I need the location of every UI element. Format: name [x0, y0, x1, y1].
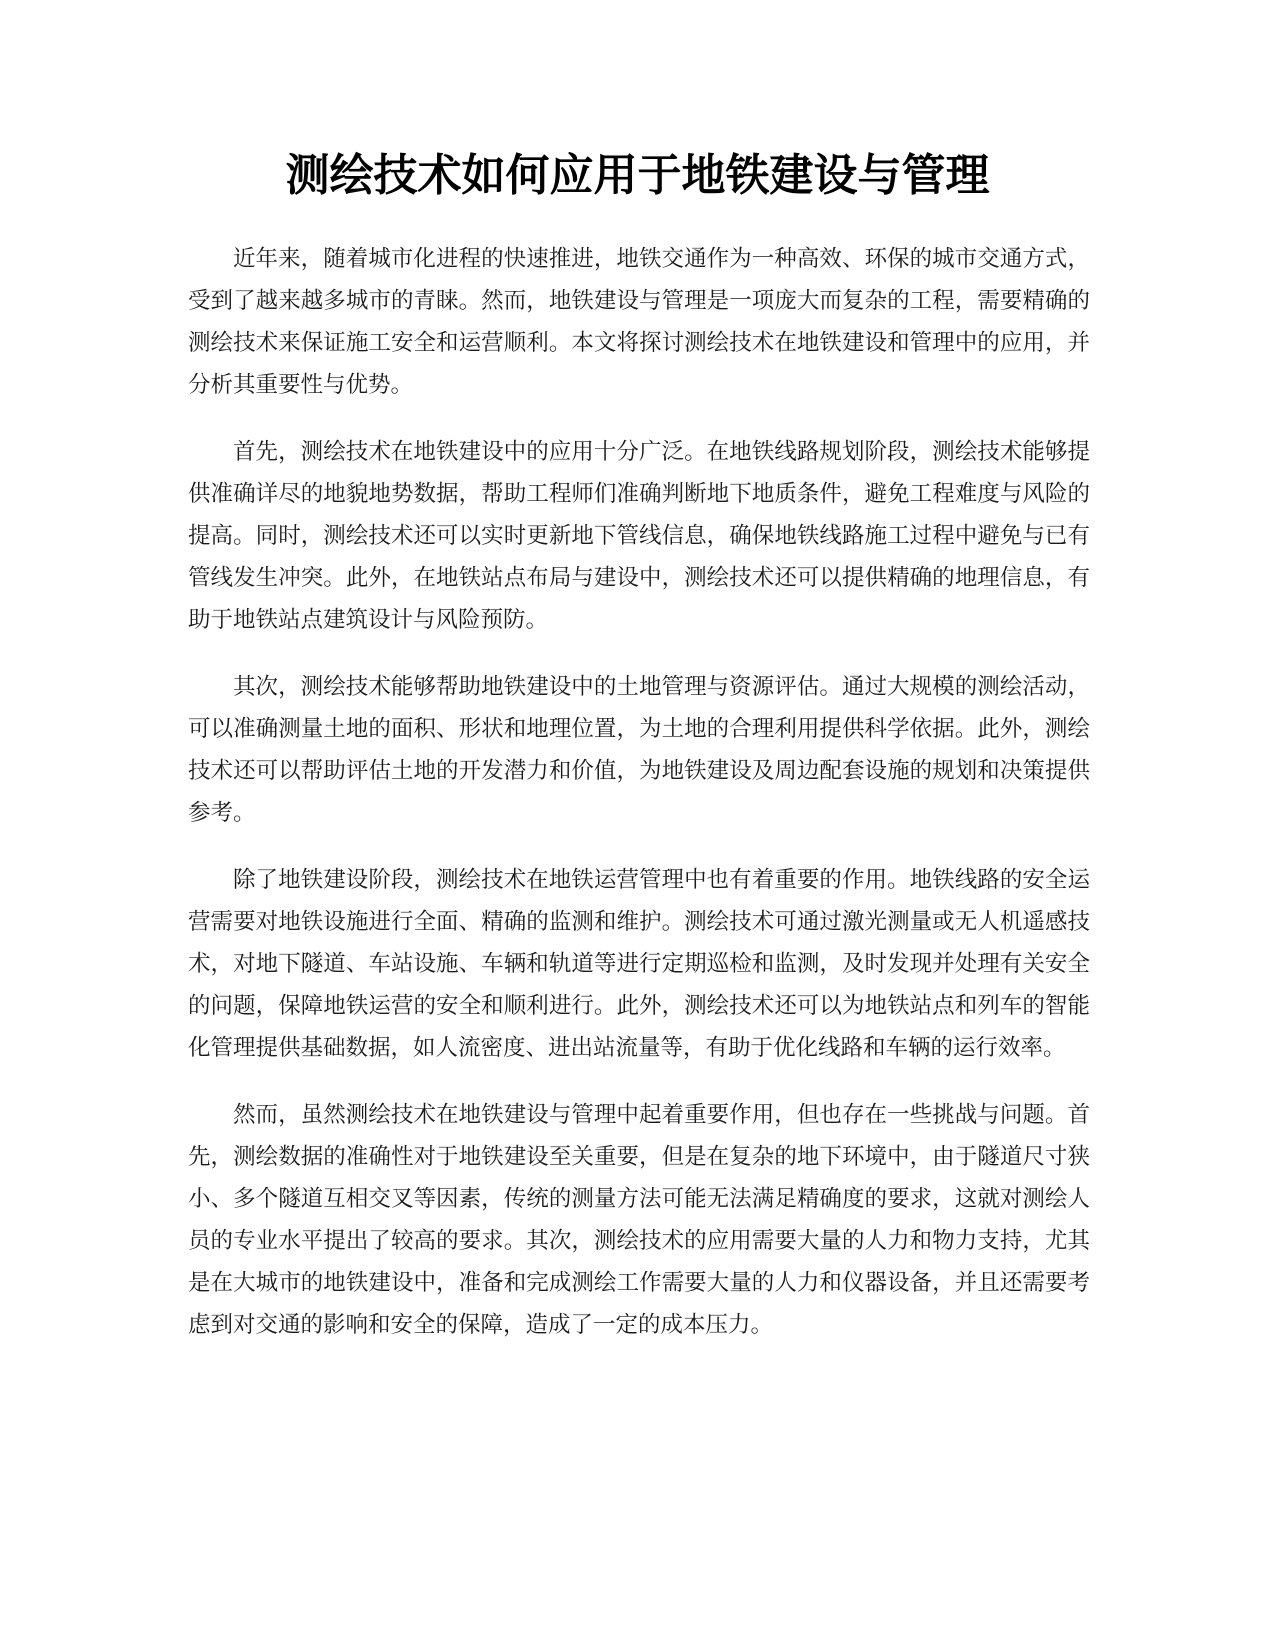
paragraph-4: 除了地铁建设阶段，测绘技术在地铁运营管理中也有着重要的作用。地铁线路的安全运营需要对地铁设施进行全面、精确的监测和维护。测绘技术可通过激光测量或无人机遥感技术，对地下隧道、车站设施、车辆和轨道等进行定期巡检和监测，及时发现并处理有关安全的问题，保障地铁运营的安全和顺利进行。此外，测绘技术还可以为地铁站点和列车的智能化管理提供基础数据，如人流密度、进出站流量等，有助于优化线路和车辆的运行效率。	[188, 867, 1090, 1061]
document-body	[188, 238, 1090, 1371]
paragraph-5: 然而，虽然测绘技术在地铁建设与管理中起着重要作用，但也存在一些挑战与问题。首先，测绘数据的准确性对于地铁建设至关重要，但是在复杂的地下环境中，由于隧道尺寸狭小、多个隧道互相交叉等因素，传统的测量方法可能无法满足精确度的要求，这就对测绘人员的专业水平提出了较高的要求。其次，测绘技术的应用需要大量的人力和物力支持，尤其是在大城市的地铁建设中，准备和完成测绘工作需要大量的人力和仪器设备，并且还需要考虑到对交通的影响和安全的保障，造成了一定的成本压力。	[188, 1102, 1090, 1338]
paragraph-2: 首先，测绘技术在地铁建设中的应用十分广泛。在地铁线路规划阶段，测绘技术能够提供准确详尽的地貌地势数据，帮助工程师们准确判断地下地质条件，避免工程难度与风险的提高。同时，测绘技术还可以实时更新地下管线信息，确保地铁线路施工过程中避免与已有管线发生冲突。此外，在地铁站点布局与建设中，测绘技术还可以提供精确的地理信息，有助于地铁站点建筑设计与风险预防。	[188, 439, 1090, 633]
paragraph-1: 近年来，随着城市化进程的快速推进，地铁交通作为一种高效、环保的城市交通方式，受到了越来越多城市的青睐。然而，地铁建设与管理是一项庞大而复杂的工程，需要精确的测绘技术来保证施工安全和运营顺利。本文将探讨测绘技术在地铁建设和管理中的应用，并分析其重要性与优势。	[188, 246, 1090, 398]
paragraph-3: 其次，测绘技术能够帮助地铁建设中的土地管理与资源评估。通过大规模的测绘活动，可以准确测量土地的面积、形状和地理位置，为土地的合理利用提供科学依据。此外，测绘技术还可以帮助评估土地的开发潜力和价值，为地铁建设及周边配套设施的规划和决策提供参考。	[188, 674, 1090, 826]
document-title: 测绘技术如何应用于地铁建设与管理	[285, 150, 990, 201]
